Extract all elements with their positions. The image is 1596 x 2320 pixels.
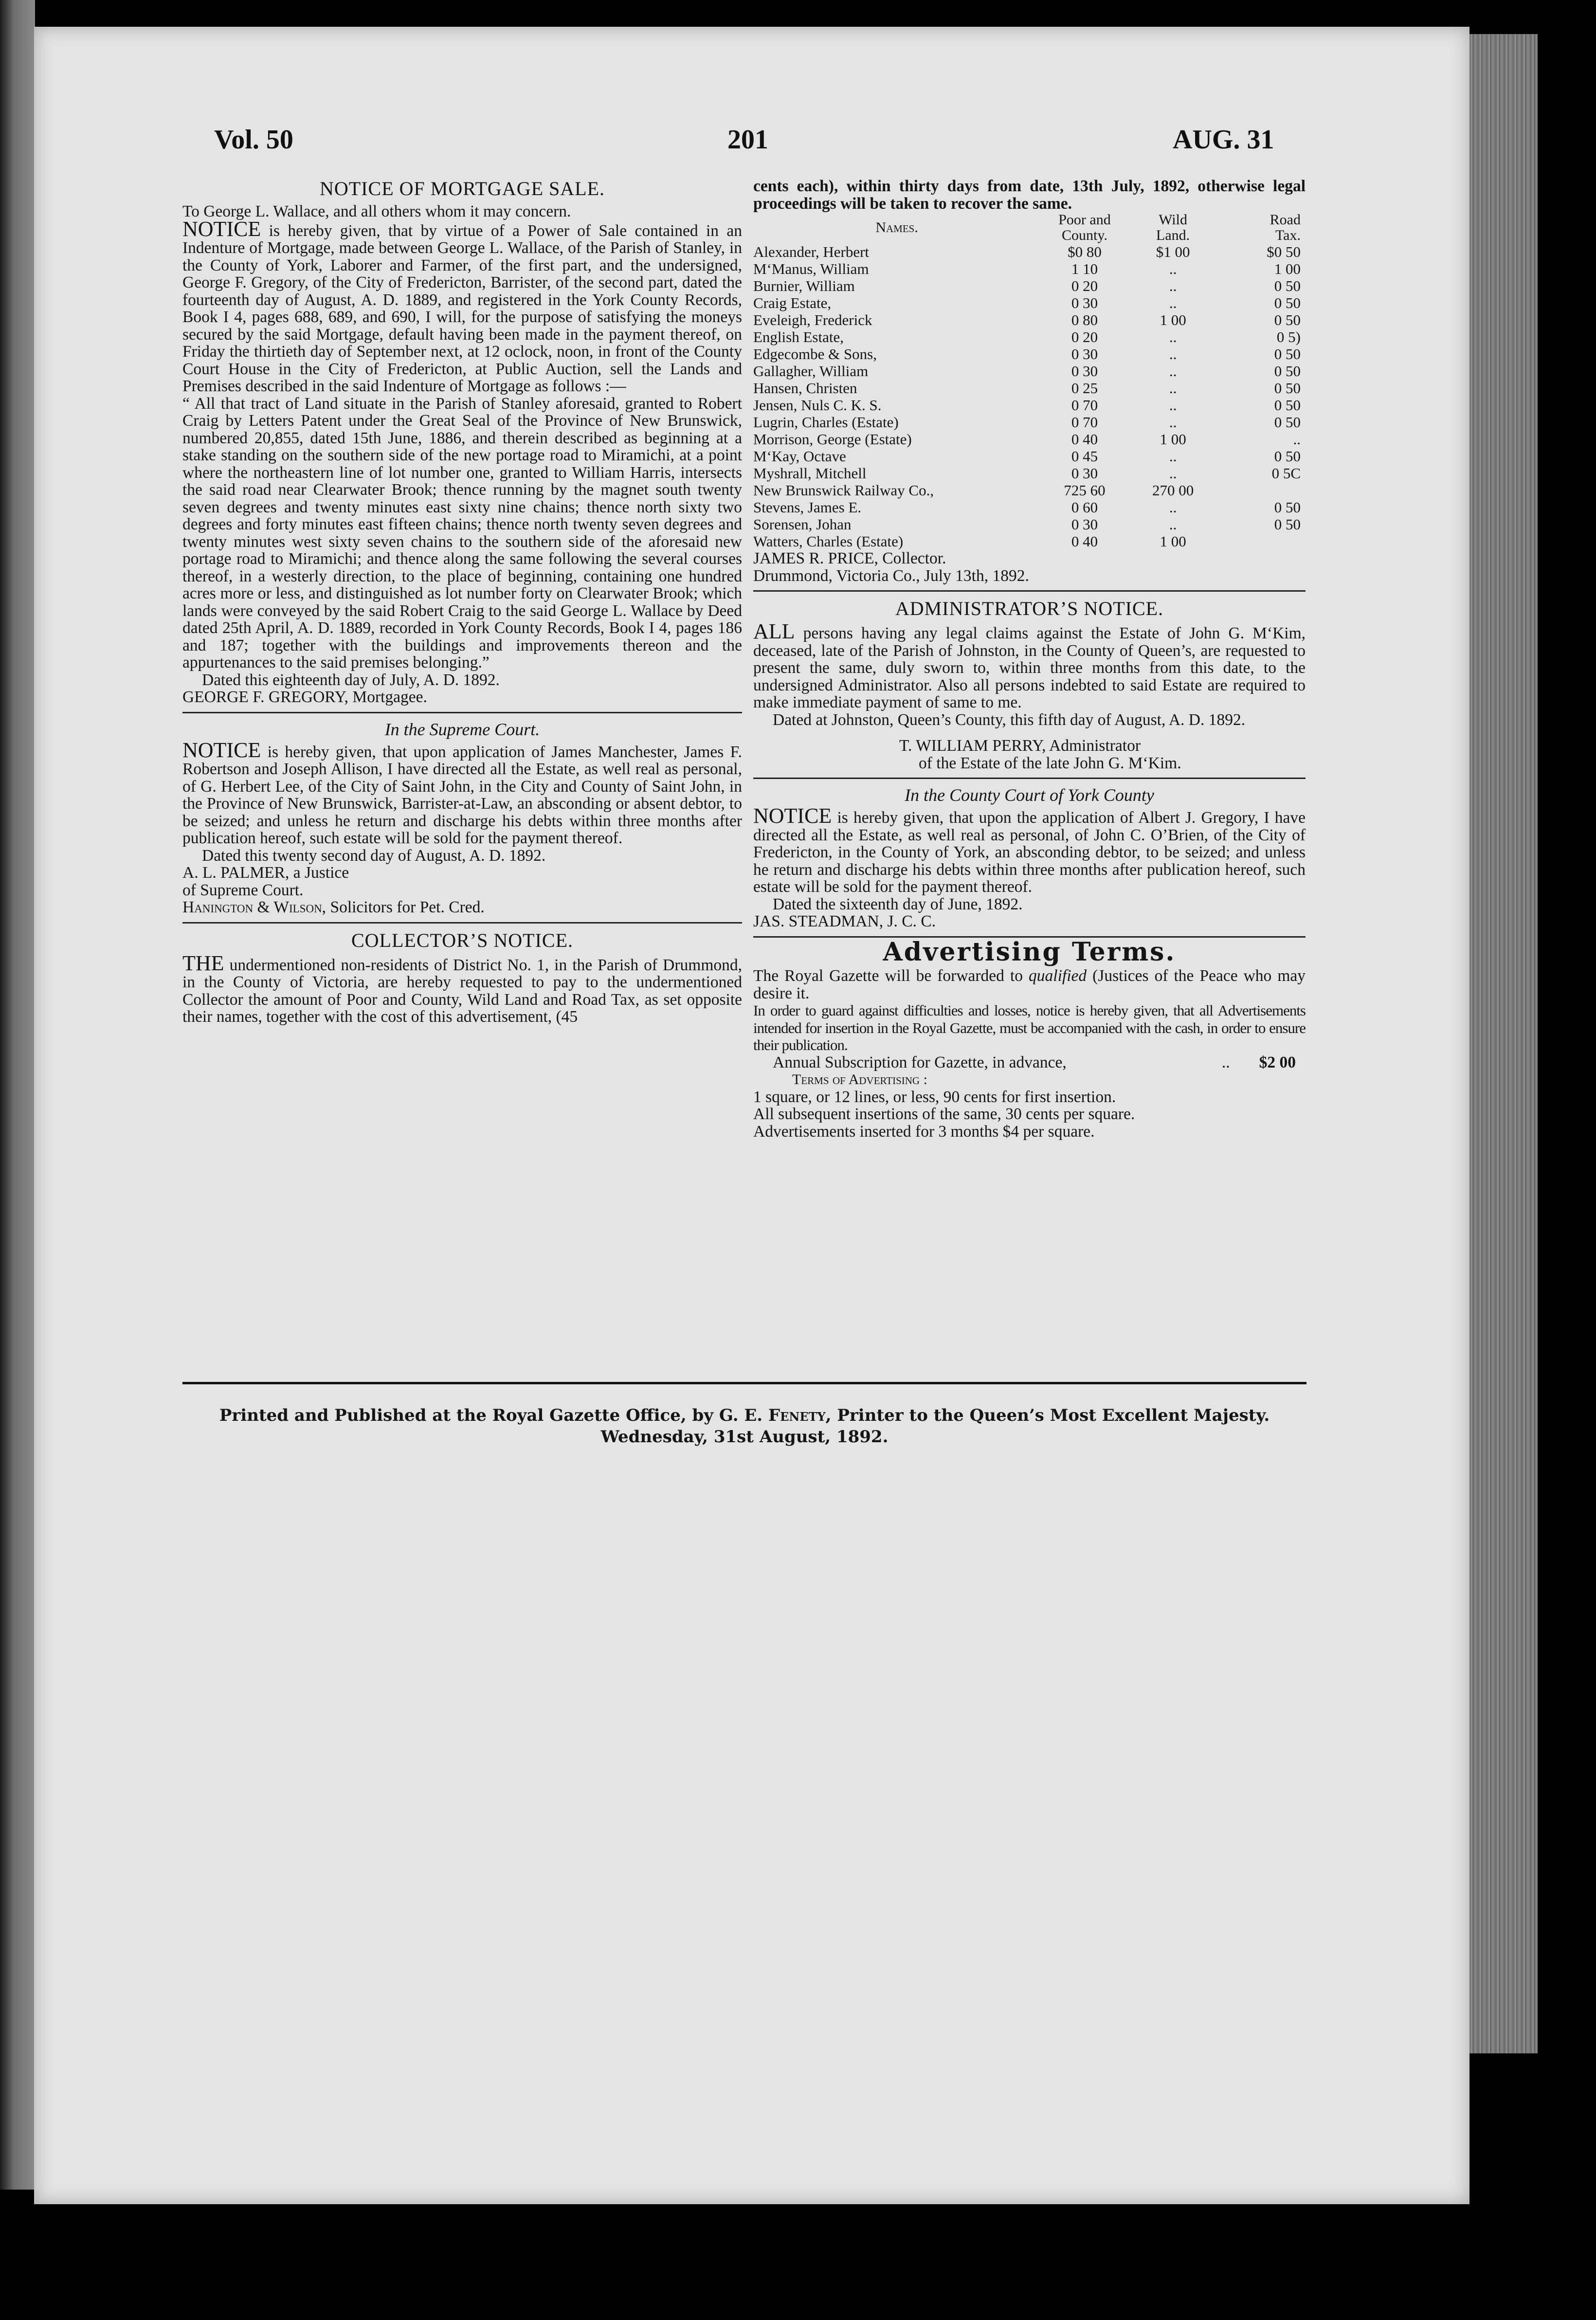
wild-land-amount: ..: [1169, 516, 1177, 533]
taxpayer-name: M‘Kay, Octave: [753, 448, 846, 465]
wild-land-amount: ..: [1169, 499, 1177, 516]
road-tax-amount: 1 00: [1274, 260, 1301, 277]
footer-rule: [182, 1382, 1306, 1384]
taxpayer-name: Sorensen, Johan: [753, 516, 852, 533]
terms-line-1: 1 square, or 12 lines, or less, 90 cents for first insertion.: [753, 1088, 1116, 1106]
column-road-1: Road: [1270, 212, 1301, 228]
road-tax-amount: 0 50: [1274, 362, 1301, 380]
divider: [753, 778, 1306, 779]
poor-county-amount: 725 60: [1064, 482, 1106, 499]
administrator-dated: Dated at Johnston, Queen’s County, this fifth day of August, A. D. 1892.: [773, 710, 1246, 729]
table-row: [753, 277, 1306, 294]
administrator-body: [753, 619, 1306, 711]
taxpayer-name: Lugrin, Charles (Estate): [753, 414, 899, 431]
wild-land-amount: ..: [1169, 260, 1177, 277]
mortgage-sale-notice: [182, 178, 742, 706]
wild-land-amount: ..: [1169, 277, 1177, 294]
table-row: [753, 311, 1306, 328]
road-tax-amount: 0 50: [1274, 380, 1301, 397]
taxpayer-name: Alexander, Herbert: [753, 243, 870, 260]
imprint-date: Wednesday, 31st August, 1892.: [600, 1427, 889, 1447]
taxpayer-name: New Brunswick Railway Co.,: [753, 482, 934, 499]
wild-land-amount: ..: [1169, 294, 1177, 311]
wild-land-amount: 1 00: [1160, 533, 1186, 550]
column-road-2: Tax.: [1275, 227, 1301, 243]
taxpayer-name: Morrison, George (Estate): [753, 431, 912, 448]
table-row: [753, 294, 1306, 311]
wild-land-amount: 1 00: [1160, 431, 1186, 448]
table-row: [753, 414, 1306, 431]
county-title: In the County Court of York County: [905, 785, 1154, 805]
poor-county-amount: 0 20: [1071, 328, 1098, 345]
county-body: [753, 804, 1306, 896]
taxpayer-name: Stevens, James E.: [753, 499, 862, 516]
terms-heading: Terms of Advertising :: [792, 1071, 927, 1088]
table-row: [753, 345, 1306, 362]
road-tax-amount: [1217, 482, 1306, 499]
poor-county-amount: 0 30: [1071, 294, 1098, 311]
left-column: [182, 178, 742, 1026]
collector-lead-word: THE: [182, 951, 224, 975]
annual-dots: ..: [1221, 1053, 1230, 1071]
administrator-lead-word: ALL: [753, 619, 795, 643]
poor-county-amount: 0 40: [1071, 431, 1098, 448]
administrator-body-text: persons having any legal claims against the Estate of John G. M‘Kim, deceased, late of the Parish of Johnston, in the County of Queen’s, are requested to present the same, duly sworn to, within three months from this date, to the undersigned Administrator. Also all persons indebted to said Estate are required to make immediate payment of same to me.: [753, 624, 1306, 711]
poor-county-amount: 0 30: [1071, 516, 1098, 533]
forwarding-text: The Royal Gazette will be forwarded to: [753, 967, 1023, 985]
road-tax-amount: 0 50: [1274, 499, 1301, 516]
taxpayer-name: Burnier, William: [753, 277, 855, 294]
road-tax-amount: 0 50: [1274, 397, 1301, 414]
poor-county-amount: 0 80: [1071, 311, 1098, 328]
table-row: [753, 448, 1306, 465]
table-row: [753, 397, 1306, 414]
poor-county-amount: 0 30: [1071, 465, 1098, 482]
wild-land-amount: ..: [1169, 448, 1177, 465]
wild-land-amount: ..: [1169, 328, 1177, 345]
collector-signature: JAMES R. PRICE, Collector.: [753, 549, 946, 567]
road-tax-amount: 0 50: [1274, 448, 1301, 465]
advertising-title: Advertising Terms.: [883, 937, 1176, 967]
taxpayer-name: Watters, Charles (Estate): [753, 533, 904, 550]
annual-label: Annual Subscription for Gazette, in advance,: [773, 1053, 1067, 1071]
collector-body: [182, 951, 743, 1026]
taxpayer-name: Eveleigh, Frederick: [753, 311, 872, 328]
terms-line-2: All subsequent insertions of the same, 30 cents per square.: [753, 1105, 1135, 1123]
column-poor-1: Poor and: [1058, 212, 1111, 228]
road-tax-amount: 0 5C: [1271, 465, 1301, 482]
printer-name: Fenety,: [768, 1406, 832, 1425]
advertising-forwarding: [753, 967, 1306, 1002]
administrator-title: ADMINISTRATOR’S NOTICE.: [895, 598, 1164, 619]
wild-land-amount: ..: [1169, 380, 1177, 397]
poor-county-amount: 0 40: [1071, 533, 1098, 550]
road-tax-amount: 0 5): [1276, 328, 1301, 345]
taxpayer-name: Edgecombe & Sons,: [753, 345, 877, 362]
imprint-line: [182, 1405, 1306, 1426]
administrator-signature-2: of the Estate of the late John G. M‘Kim.: [919, 754, 1181, 772]
collector-body-continued: cents each), within thirty days from date, 13th July, 1892, otherwise legal proceedings will be taken to recover the same.: [753, 177, 1306, 213]
mortgage-lead-word: NOTICE: [182, 217, 261, 241]
taxpayer-name: Craig Estate,: [753, 294, 832, 311]
table-row: [753, 243, 1306, 260]
divider: [753, 590, 1306, 592]
administrator-notice: [753, 598, 1306, 772]
column-poor-2: County.: [1062, 227, 1107, 243]
mortgage-body-text: is hereby given, that by virtue of a Power of Sale contained in an Indenture of Mortgage, made between George L. Wallace, of the Parish of Stanley, in the County of York, Laborer and Farmer, of the first part, and the undersigned, George F. Gregory, of the City of Fredericton, Barrister, of the second part, dated the fourteenth day of August, A. D. 1889, and registered in the York County Records, Book I 4, pages 688, 689, and 690, I will, for the purpose of satisfying the moneys secured by the said Mortgage, default having been made in the payment thereof, on Friday the thirtieth day of September next, at 12 oclock, noon, in front of the County Court House in the City of Fredericton, at Public Auction, sell the Lands and Premises described in the said Indenture of Mortgage as follows :—: [182, 221, 743, 395]
poor-county-amount: 0 30: [1071, 362, 1098, 380]
advertising-cash-notice: In order to guard against difficulties and losses, notice is hereby given, that all Advertisements intended for insertion in the Royal Gazette, must be accompanied with the cash, in order to ensure their publication.: [753, 1002, 1306, 1053]
table-row: [753, 260, 1306, 277]
table-row: [753, 499, 1306, 516]
imprint-text-end: Printer to the Queen’s Most Excellent Majesty.: [837, 1406, 1270, 1425]
road-tax-amount: 0 50: [1274, 414, 1301, 431]
collector-title: COLLECTOR’S NOTICE.: [351, 929, 574, 951]
book-left-edge: [0, 0, 35, 2190]
mortgage-title: NOTICE OF MORTGAGE SALE.: [319, 178, 605, 199]
collector-notice: [182, 929, 742, 1026]
solicitors-name: Hanington & Wilson,: [182, 898, 326, 916]
wild-land-amount: ..: [1169, 345, 1177, 362]
advertising-terms: [753, 937, 1306, 1141]
advertising-annual: [753, 1054, 1306, 1071]
road-tax-amount: ..: [1293, 431, 1301, 448]
county-signature: JAS. STEADMAN, J. C. C.: [753, 912, 936, 930]
supreme-lead-word: NOTICE: [182, 738, 261, 762]
table-row: [753, 533, 1306, 550]
county-court-notice: [753, 785, 1306, 930]
supreme-body-text: is hereby given, that upon application of James Manchester, James F. Robertson and Joseph Allison, I have directed all the Estate, as well real as personal, of G. Herbert Lee, of the City of Saint John, in the City and County of Saint John, in the Province of New Brunswick, Barrister-at-Law, an absconding or absent debtor, to be seized; and unless he return and discharge his debts within three months after publication hereof, such estate will be sold for the payment thereof.: [182, 743, 743, 847]
wild-land-amount: ..: [1169, 362, 1177, 380]
table-header-row-1: [753, 212, 1306, 228]
mortgage-signature: GEORGE F. GREGORY, Mortgagee.: [182, 688, 427, 706]
county-dated: Dated the sixteenth day of June, 1892.: [773, 895, 1023, 913]
supreme-court-notice: [182, 719, 742, 916]
wild-land-amount: ..: [1169, 397, 1177, 414]
table-row: [753, 482, 1306, 499]
taxpayer-name: English Estate,: [753, 328, 844, 345]
mortgage-body: [182, 217, 743, 395]
page-number: 201: [727, 125, 768, 155]
wild-land-amount: ..: [1169, 465, 1177, 482]
imprint-text: Printed and Published at the Royal Gazette Office, by G. E.: [219, 1406, 763, 1425]
forwarding-qualified: qualified: [1029, 967, 1087, 985]
divider: [182, 712, 742, 713]
imprint-footer: [182, 1382, 1306, 1448]
road-tax-amount: 0 50: [1274, 277, 1301, 294]
table-row: [753, 431, 1306, 448]
annual-price: $2 00: [1259, 1053, 1296, 1071]
supreme-title: In the Supreme Court.: [384, 719, 540, 739]
road-tax-amount: 0 50: [1274, 311, 1301, 328]
poor-county-amount: 0 25: [1071, 380, 1098, 397]
taxpayer-name: Hansen, Christen: [753, 380, 857, 397]
wild-land-amount: 270 00: [1152, 482, 1194, 499]
table-row: [753, 328, 1306, 345]
forwarding-text-end: (Justices of the Peace who may desire it.: [753, 967, 1306, 1002]
collector-tax-table: [753, 212, 1306, 550]
county-lead-word: NOTICE: [753, 804, 832, 828]
solicitors-role: Solicitors for Pet. Cred.: [330, 898, 485, 916]
supreme-dated: Dated this twenty second day of August, A. D. 1892.: [202, 846, 546, 865]
divider: [182, 922, 742, 924]
county-body-text: is hereby given, that upon the application of Albert J. Gregory, I have directed all the Estate, as well real as personal, of John C. O’Brien, of the City of Fredericton, in the County of York, an absconding debtor, to be seized; and unless he return and discharge his debts within three months after publication hereof, such estate will be sold for the payment thereof.: [753, 809, 1306, 896]
poor-county-amount: 0 60: [1071, 499, 1098, 516]
poor-county-amount: 0 30: [1071, 345, 1098, 362]
poor-county-amount: 0 45: [1071, 448, 1098, 465]
tax-rows: [753, 243, 1306, 550]
terms-line-3: Advertisements inserted for 3 months $4 per square.: [753, 1122, 1095, 1141]
poor-county-amount: 0 70: [1071, 414, 1098, 431]
poor-county-amount: 0 20: [1071, 277, 1098, 294]
supreme-signature-1: A. L. PALMER, a Justice: [182, 864, 349, 882]
wild-land-amount: 1 00: [1160, 311, 1186, 328]
road-tax-amount: 0 50: [1274, 294, 1301, 311]
table-row: [753, 362, 1306, 380]
collector-dated: Drummond, Victoria Co., July 13th, 1892.: [753, 566, 1029, 585]
supreme-body: [182, 738, 743, 847]
supreme-signature-2: of Supreme Court.: [182, 881, 304, 899]
road-tax-amount: [1217, 533, 1306, 550]
table-row: [753, 516, 1306, 533]
taxpayer-name: Jensen, Nuls C. K. S.: [753, 397, 882, 414]
column-wild-2: Land.: [1156, 227, 1190, 243]
road-tax-amount: 0 50: [1274, 345, 1301, 362]
road-tax-amount: $0 50: [1267, 243, 1301, 260]
wild-land-amount: ..: [1169, 414, 1177, 431]
administrator-signature-1: T. WILLIAM PERRY, Administrator: [899, 737, 1141, 755]
table-row: [753, 380, 1306, 397]
taxpayer-name: Myshrall, Mitchell: [753, 465, 867, 482]
taxpayer-name: Gallagher, William: [753, 362, 869, 380]
column-names: Names.: [875, 219, 918, 236]
volume-number: Vol. 50: [214, 125, 293, 155]
mortgage-land-description: “ All that tract of Land situate in the Parish of Stanley aforesaid, granted to Robert Craig by Letters Patent under the Great Seal of the Province of New Brunswick, numbered 20,855, dated 15th June, 1886, and therein described as beginning at a stake standing on the southern side of the new portage road to Miramichi, at a point where the northeastern line of lot number one, granted to William Harris, intersects the said road near Clearwater Brook; thence running by the magnet south twenty seven degrees and twenty minutes east sixty nine chains; thence north sixty two degrees and forty minutes east fifteen chains; thence north twenty seven degrees and twenty minutes west sixty seven chains to the southern side of the aforesaid new portage road to Miramichi; and thence along the same following the several courses thereof, in a westerly direction, to the place of beginning, containing one hundred acres more or less, and distinguished as lot number forty on Clearwater Brook; which lands were conveyed by the said Robert Craig to the said George L. Wallace by Deed dated 25th April, A. D. 1889, recorded in York County Records, Book I 4, pages 186 and 187; together with the buildings and improvements thereon and the appurtenances to the said premises belonging.”: [182, 394, 742, 671]
table-row: [753, 465, 1306, 482]
supreme-solicitors: [182, 899, 742, 916]
mortgage-addressee: To George L. Wallace, and all others whom it may concern.: [182, 202, 571, 220]
collector-body-text: undermentioned non-residents of District No. 1, in the Parish of Drummond, in the County of Victoria, are hereby requested to pay to the undermentioned Collector the amount of Poor and County, Wild Land and Road Tax, as set opposite their names, together with the cost of this advertisement, (45: [182, 956, 743, 1026]
wild-land-amount: $1 00: [1156, 243, 1190, 260]
taxpayer-name: M‘Manus, William: [753, 260, 869, 277]
right-column: [753, 178, 1306, 1140]
column-wild-1: Wild: [1159, 212, 1187, 228]
mortgage-dated: Dated this eighteenth day of July, A. D. 1892.: [202, 671, 500, 689]
road-tax-amount: 0 50: [1274, 516, 1301, 533]
issue-date: AUG. 31: [1173, 125, 1274, 155]
poor-county-amount: 1 10: [1071, 260, 1098, 277]
poor-county-amount: $0 80: [1068, 243, 1102, 260]
poor-county-amount: 0 70: [1071, 397, 1098, 414]
